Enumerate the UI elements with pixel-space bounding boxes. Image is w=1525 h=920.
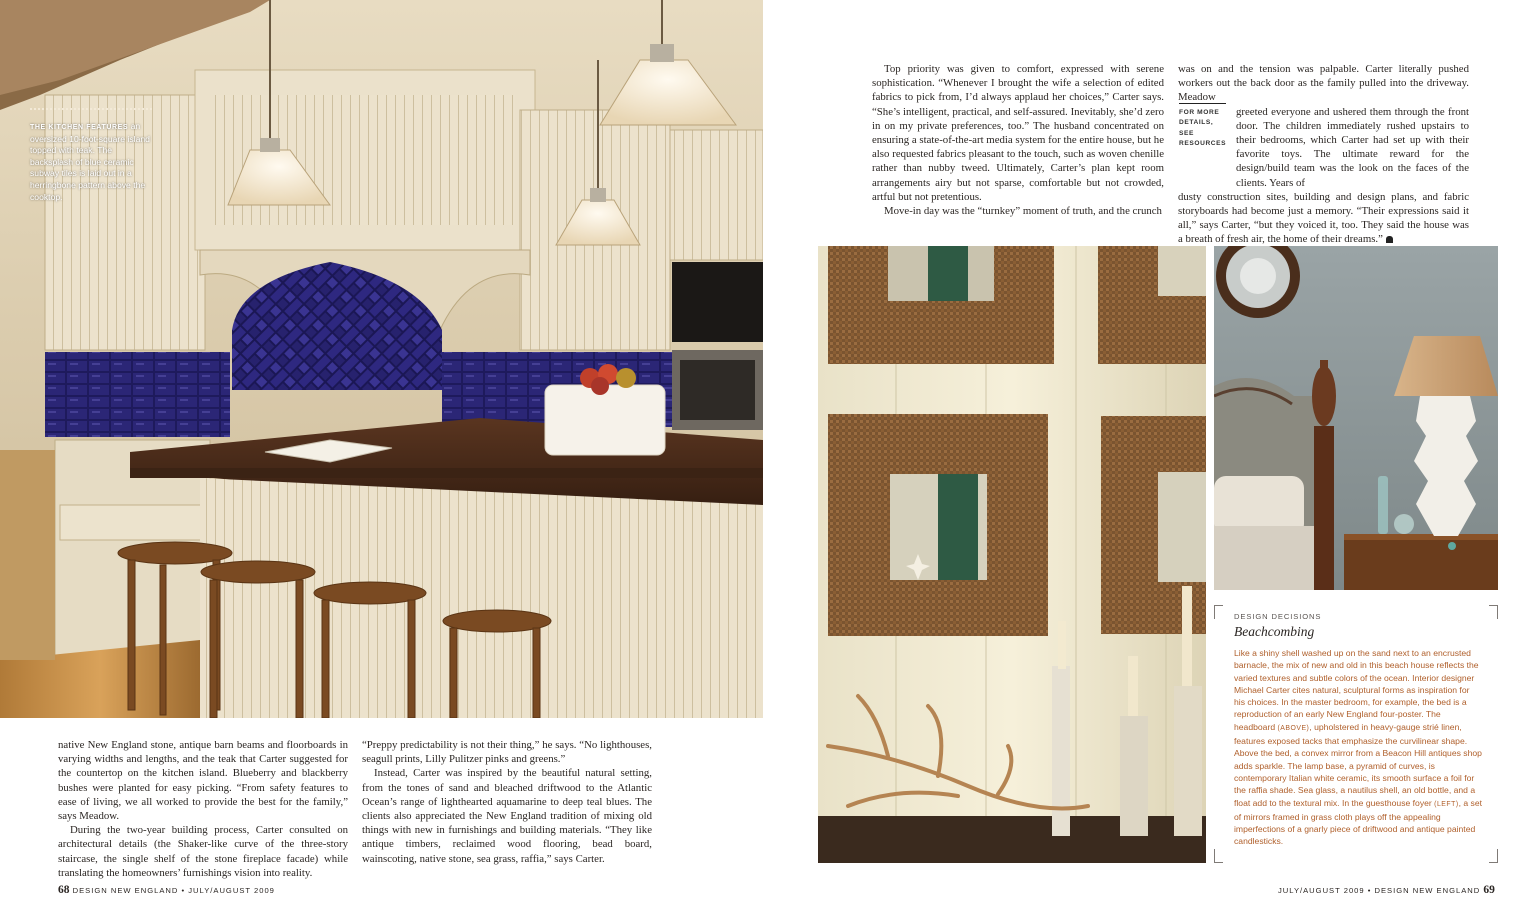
left-column-1 bbox=[58, 738, 348, 880]
folio-right bbox=[1278, 884, 1495, 896]
folio-left bbox=[58, 884, 275, 896]
design-decisions-kicker: DESIGN DECISIONS bbox=[1234, 612, 1322, 621]
kitchen-caption bbox=[30, 121, 154, 203]
design-decisions-body: Like a shiny shell washed up on the sand next to an encrusted barnacle, the mix of new and old in this beach house reflects the varied textures and subtle colors of the ocean. Interior designer Michael Carter cites natural, sculptural forms as inspiration for his choices. In the master bedroom, for example, the bed is a reproduction of an early New England four-poster. The headboard (ABOVE), upholstered in heavy-gauge strié linen, features exposed tacks that emphasize the curvilinear shape. Above the bed, a convex mirror from a Beacon Hill antiques shop adds sparkle. The lamp base, a pyramid of curves, is contemporary Italian white ceramic, its smooth surface a foil for the raffia shade. Sea glass, a nautilus shell, an old bottle, and a float add to the textural mix. In the guesthouse foyer (LEFT), a set of mirrors framed in grass cloth plays off the appealing imperfections of a gnarly piece of driftwood and antique painted candlesticks. bbox=[1234, 648, 1483, 847]
note-rule bbox=[1179, 103, 1226, 104]
foyer-photo bbox=[818, 246, 1206, 863]
page-number: 68 bbox=[58, 884, 70, 896]
caption-rule bbox=[30, 108, 152, 110]
paragraph bbox=[1178, 190, 1469, 247]
right-column-1 bbox=[872, 62, 1164, 218]
bedroom-photo bbox=[1214, 246, 1498, 590]
paragraph: During the two-year building process, Carter consulted on architectural details (the Shaker-like curve of the three-story staircase, the single shelf of the stone fireplace facade) while translating the homeowners’ furnishings vision into reality. bbox=[58, 824, 348, 879]
caption-lead: THE KITCHEN FEATURES bbox=[30, 124, 129, 131]
folio-text: DESIGN NEW ENGLAND • JULY/AUGUST 2009 bbox=[72, 886, 275, 895]
design-decisions-title: Beachcombing bbox=[1234, 624, 1315, 639]
right-column-2 bbox=[1178, 62, 1469, 247]
paragraph: Move-in day was the “turnkey” moment of truth, and the crunch bbox=[884, 205, 1162, 218]
paragraph: Instead, Carter was inspired by the beautiful natural setting, from the tones of sand and bleached driftwood to the Atlantic Ocean’s range of lighthearted aquamarine to deep teal blues. The clients also appreciated the New England tradition of mixing old things with new in furnishings and building materials. “They like antique timbers, reclaimed wood flooring, bead board, wainscoting, native stone, sea grass, raffia,” says Carter. bbox=[362, 767, 652, 865]
caption-text: an oversized 10-foot-square island topped with teak. The backsplash of blue ceramic subway tiles is laid out in a herringbone pattern above the cooktop. bbox=[30, 121, 150, 202]
folio-text: JULY/AUGUST 2009 • DESIGN NEW ENGLAND bbox=[1278, 886, 1481, 895]
resources-note: FOR MORE DETAILS, SEE RESOURCES bbox=[1179, 109, 1227, 148]
paragraph: greeted everyone and ushered them through the front door. The children immediately rushed upstairs to their bedrooms, which Carter had set up with their favorite toys. The ultimate reward for the design/build team was the look on the faces of the clients. Years of bbox=[1236, 105, 1469, 189]
paragraph: Top priority was given to comfort, expressed with serene sophistication. “Whenever I brought the wife a selection of edited fabrics to pick from, I’d always applaud her choices,” Carter says. “She’s intelligent, practical, and self-assured. Inevitably, she’d zero in on my private preferences, too.” The husband concentrated on ensuring a state-of-the-art media system for the entire house, but he also requested fabrics pleasant to the touch, such as woven chenille rather than nubby tweed. Ultimately, Carter’s plan kept room arrangements airy but not sparse, comfortable but not crowded, artful but not pretentious. bbox=[872, 63, 1164, 203]
paragraph: was on and the tension was palpable. Carter literally pushed workers out the back door as the family pulled into the driveway. Meadow bbox=[1178, 63, 1469, 104]
end-mark-icon bbox=[1386, 236, 1393, 243]
paragraph: “Preppy predictability is not their thing,” he says. “No lighthouses, seagull prints, Lilly Pulitzer pinks and greens.” bbox=[362, 739, 652, 766]
page-number: 69 bbox=[1483, 884, 1495, 896]
paragraph-end: dusty construction sites, building and design plans, and fabric storyboards had become just a memory. “Their expressions said it all,” says Carter, “but they voiced it, too. They said the house was a breath of fresh air, the home of their dreams.” bbox=[1178, 190, 1469, 246]
paragraph: native New England stone, antique barn beams and floorboards in varying widths and lengths, and the teak that Carter suggested for the countertop on the kitchen island. Blueberry and blackberry bushes were planted for easy picking. “From safety features to ease of living, we all worked to provide the best for the family,” says Meadow. bbox=[58, 739, 348, 823]
left-column-2 bbox=[362, 738, 652, 866]
